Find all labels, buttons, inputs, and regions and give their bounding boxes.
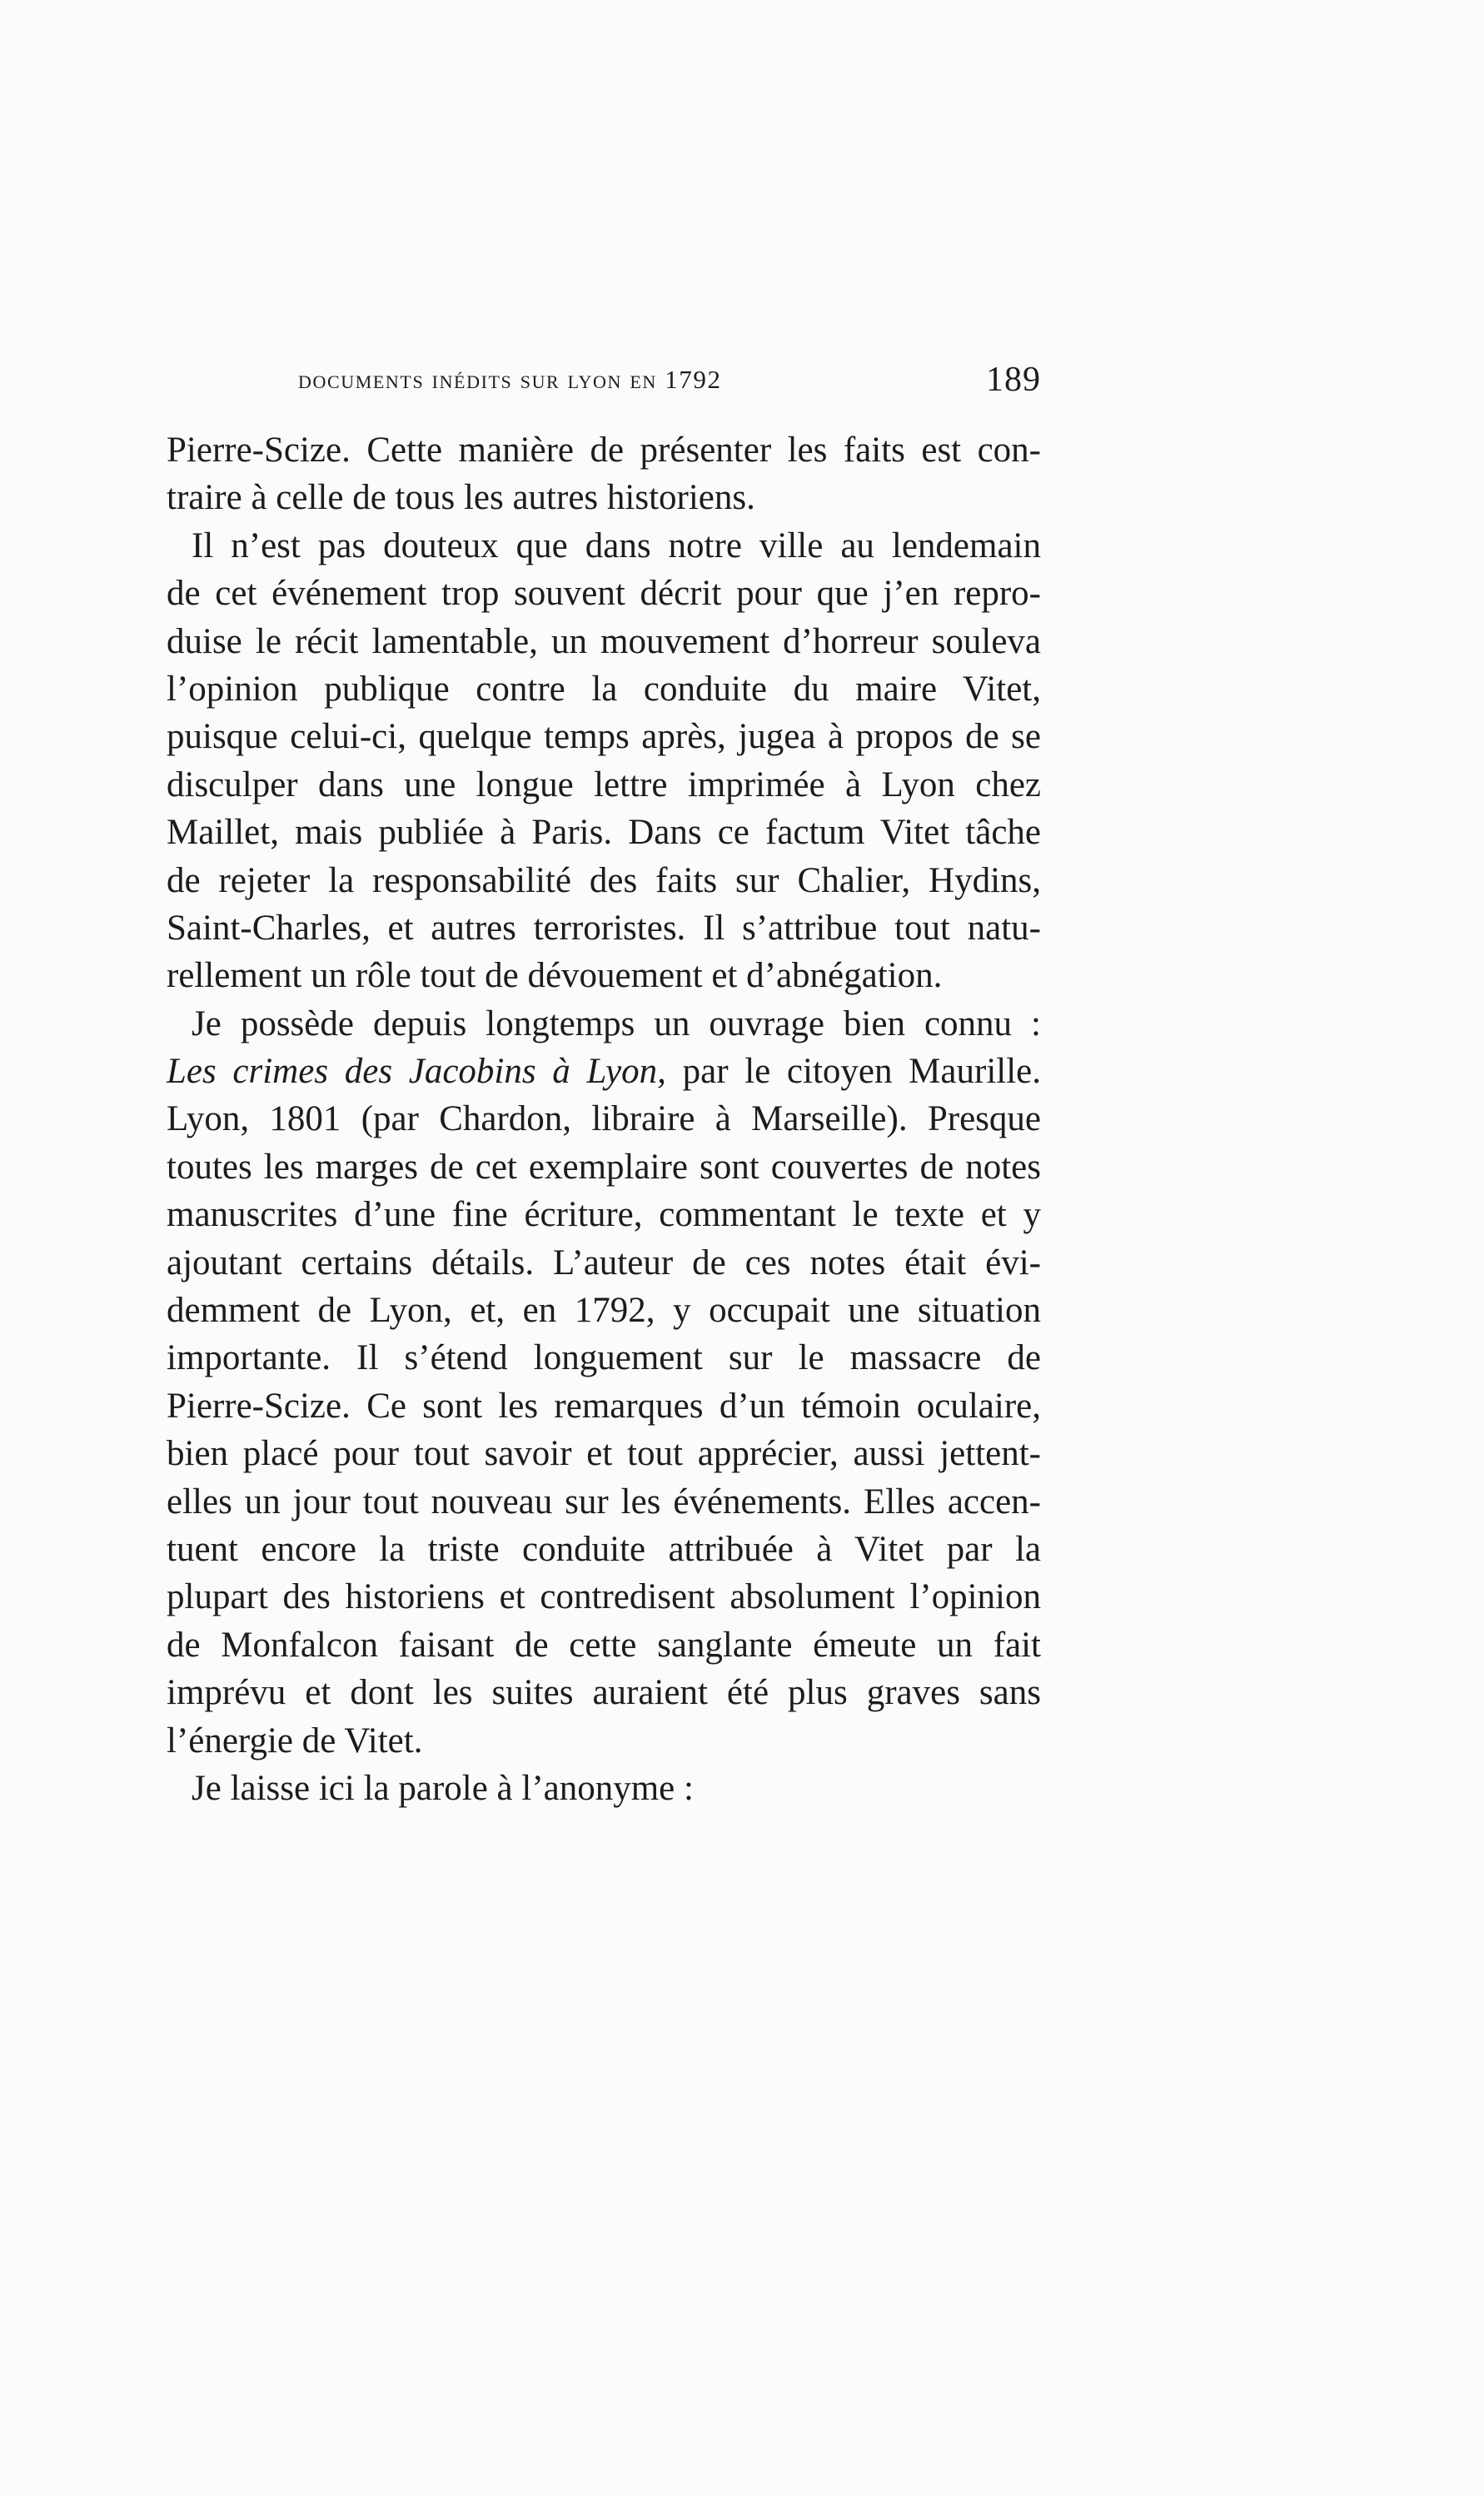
running-head-title: documents inédits sur lyon en 1792 xyxy=(298,365,722,394)
text-line: Je possède depuis longtemps un ouvrage bien connu : xyxy=(192,1003,1041,1043)
text-line: tuent encore la triste conduite attribuée à Vitet par la xyxy=(167,1529,1041,1569)
text-line: plupart des historiens et contredisent absolument l’opinion xyxy=(167,1577,1041,1617)
text-line: Je laisse ici la parole à l’anonyme : xyxy=(192,1768,694,1808)
text-line: de cet événement trop souvent décrit pour que j’en repro- xyxy=(167,574,1041,614)
text-line: disculper dans une longue lettre imprimée à Lyon chez xyxy=(167,764,1041,804)
text-line: duise le récit lamentable, un mouvement d’horreur souleva xyxy=(167,621,1041,661)
text-line: Pierre-Scize. Cette manière de présenter les faits est con- xyxy=(167,431,1041,470)
text-line: Il n’est pas douteux que dans notre ville au lendemain xyxy=(192,525,1041,565)
page-number: 189 xyxy=(986,361,1041,399)
text-line: l’opinion publique contre la conduite du maire Vitet, xyxy=(167,669,1041,709)
book-title: Les crimes des Jacobins à Lyon, xyxy=(167,1052,666,1092)
text-line: bien placé pour tout savoir et tout apprécier, aussi jettent- xyxy=(167,1434,1041,1474)
body-text xyxy=(167,426,1041,1812)
text-line: manuscrites d’une fine écriture, commentant le texte et y xyxy=(167,1195,1041,1235)
text-line: traire à celle de tous les autres historiens. xyxy=(167,478,755,518)
text-line: elles un jour tout nouveau sur les événements. Elles accen- xyxy=(167,1482,1041,1521)
text-fragment: par le citoyen Maurille. xyxy=(665,1052,1041,1092)
text-line: ajoutant certains détails. L’auteur de ces notes était évi- xyxy=(167,1243,1041,1282)
text-line: importante. Il s’étend longuement sur le massacre de xyxy=(167,1338,1041,1378)
running-head xyxy=(167,361,1041,415)
text-line: imprévu et dont les suites auraient été plus graves sans xyxy=(167,1673,1041,1713)
text-line: Maillet, mais publiée à Paris. Dans ce factum Vitet tâche xyxy=(167,813,1041,853)
text-line-with-title xyxy=(167,1048,1041,1095)
text-line: de rejeter la responsabilité des faits sur Chalier, Hydins, xyxy=(167,860,1041,900)
text-line: de Monfalcon faisant de cette sanglante émeute un fait xyxy=(167,1625,1041,1665)
text-line: toutes les marges de cet exemplaire sont couvertes de notes xyxy=(167,1147,1041,1187)
text-line: demment de Lyon, et, en 1792, y occupait une situation xyxy=(167,1291,1041,1331)
text-line: puisque celui-ci, quelque temps après, jugea à propos de se xyxy=(167,717,1041,757)
text-line: Pierre-Scize. Ce sont les remarques d’un témoin oculaire, xyxy=(167,1386,1041,1426)
text-line: Lyon, 1801 (par Chardon, libraire à Marseille). Presque xyxy=(167,1099,1041,1139)
text-line: l’énergie de Vitet. xyxy=(167,1721,423,1760)
text-line: Saint-Charles, et autres terroristes. Il s’attribue tout natu- xyxy=(167,908,1041,948)
text-line: rellement un rôle tout de dévouement et d’abnégation. xyxy=(167,956,943,996)
